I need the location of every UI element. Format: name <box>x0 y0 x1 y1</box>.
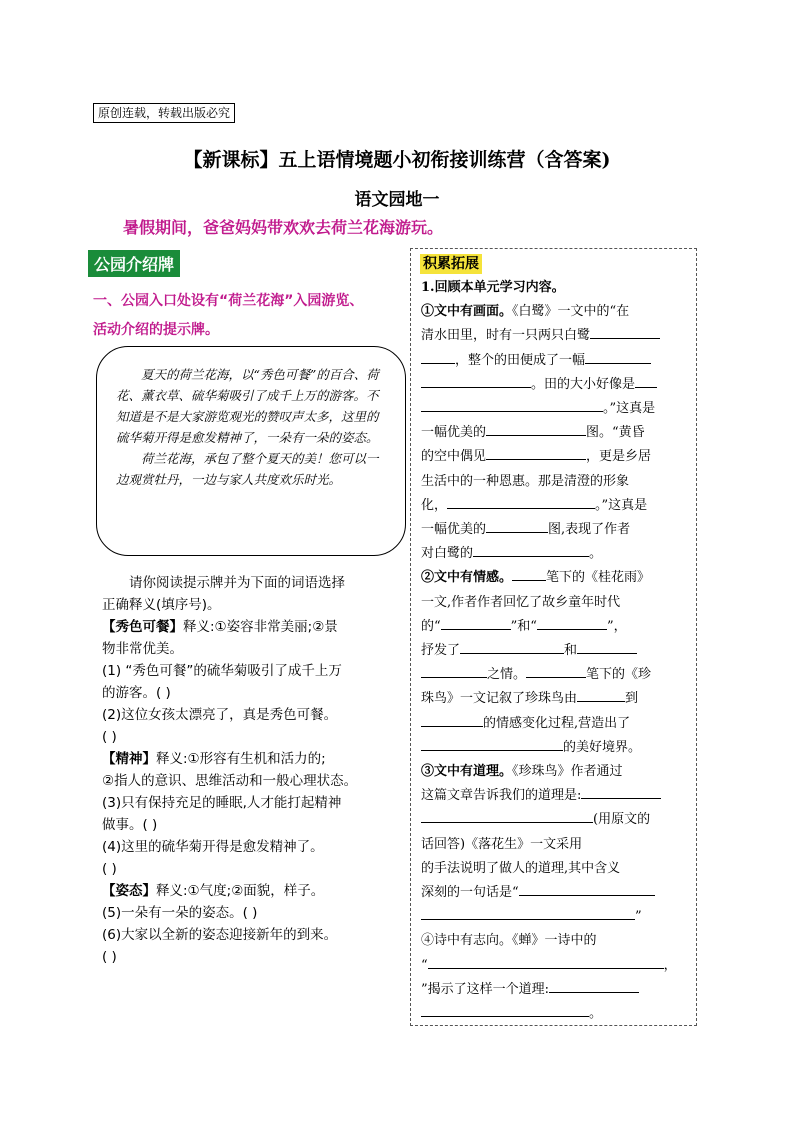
fill-blank[interactable] <box>581 784 661 799</box>
fill-blank[interactable] <box>486 518 548 533</box>
word-definition <box>102 616 402 638</box>
text-line: 一幅优美的 <box>421 522 487 538</box>
question-line: (6)大家以全新的姿态迎接新年的到来。 <box>102 927 338 943</box>
sub-heading: ③文中有道理。 <box>421 764 513 780</box>
sub-heading: ①文中有画面。 <box>421 304 513 320</box>
question-heading-line: 活动介绍的提示牌。 <box>93 322 219 338</box>
exercise-left <box>102 572 402 968</box>
definition-text: ②指人的意识、思维活动和一般心理状态。 <box>102 773 358 789</box>
fill-blank[interactable] <box>421 349 455 364</box>
text-line: 的手法说明了做人的道理,其中含义 <box>421 860 621 876</box>
text-line: 的空中偶见 <box>421 449 487 465</box>
fill-blank[interactable] <box>577 687 625 702</box>
text-line: 之情。 <box>487 667 527 683</box>
fill-blank[interactable] <box>421 663 487 678</box>
extension-content <box>421 276 687 1026</box>
answer-blank[interactable]: 的游客。( ) <box>102 685 171 701</box>
text-line: 和 <box>564 643 578 659</box>
answer-blank[interactable]: (5)一朵有一朵的姿态。( ) <box>102 905 258 921</box>
definition-text: 释义:①姿容非常美丽;②景 <box>183 619 338 635</box>
instruction-line: 正确释义(填序号)。 <box>102 597 221 613</box>
fill-blank[interactable] <box>421 736 563 751</box>
text-line: ”， <box>606 618 627 634</box>
fill-blank[interactable] <box>421 397 603 412</box>
instruction-line: 请你阅读提示牌并为下面的词语选择 <box>129 575 345 591</box>
fill-blank[interactable] <box>441 615 511 630</box>
text-line: 对白鹭的 <box>421 546 474 562</box>
question-heading <box>93 287 413 345</box>
text-line: 。”这真是 <box>603 401 656 417</box>
text-line: 生活中的一种恩惠。那是清澄的形象 <box>421 473 630 489</box>
fill-blank[interactable] <box>512 566 546 581</box>
definition-text: 释义:①气度;②面貌，样子。 <box>156 883 325 899</box>
fill-blank[interactable] <box>519 881 655 896</box>
text-line: 《白鹭》一文中的“在 <box>512 304 630 320</box>
text-line: 珠鸟》一文记叙了珍珠鸟由 <box>421 691 578 707</box>
notice-paragraph: 荷兰花海，承包了整个夏天的美！您可以一边观赏牡丹，一边与家人共度欢乐时光。 <box>116 451 379 487</box>
fill-blank[interactable] <box>421 373 531 388</box>
panel-tag: 积累拓展 <box>420 254 482 274</box>
fill-blank[interactable] <box>577 639 637 654</box>
text-line: 图,表现了作者 <box>548 522 631 538</box>
answer-blank[interactable]: 做事。( ) <box>102 817 158 833</box>
text-line: 一幅优美的 <box>421 425 487 441</box>
question-heading-line: 一、公园入口处设有“荷兰花海”入园游览、 <box>93 293 364 309</box>
fill-blank[interactable] <box>460 639 564 654</box>
answer-blank[interactable]: ( ) <box>102 729 117 745</box>
text-line: 《珍珠鸟》作者通过 <box>512 764 623 780</box>
text-line: ”和“ <box>510 618 537 634</box>
text-line: (用原文的 <box>593 812 651 828</box>
fill-blank[interactable] <box>421 808 593 823</box>
text-line: 深刻的一句话是“ <box>421 885 519 901</box>
definition-text: 物非常优美。 <box>102 641 183 657</box>
definition-text: 释义:①形容有生机和活力的; <box>156 751 326 767</box>
fill-blank[interactable] <box>421 1002 589 1017</box>
text-line: ， <box>663 957 677 973</box>
text-line: 一文,作者作者回忆了故乡童年时代 <box>421 594 621 610</box>
text-line: 到 <box>625 691 639 707</box>
text-line: ④诗中有志向。《蝉》一诗中的 <box>421 933 597 949</box>
fill-blank[interactable] <box>486 445 586 460</box>
text-line: 的“ <box>421 618 441 634</box>
text-line: 的美好境界。 <box>563 739 642 755</box>
word-definition <box>102 748 402 770</box>
question-line: (3)只有保持充足的睡眠,人才能打起精神 <box>102 795 342 811</box>
sub-heading: ②文中有情感。 <box>421 570 513 586</box>
fill-blank[interactable] <box>473 542 589 557</box>
question-line: (1) “秀色可餐”的硫华菊吸引了成千上万 <box>102 663 342 679</box>
text-line: “ <box>421 957 428 973</box>
copyright-stamp: 原创连载，转载出版必究 <box>93 103 235 123</box>
page-title: 【新课标】五上语情境题小初衔接训练营（含答案) <box>183 149 611 171</box>
section-label: 公园介绍牌 <box>88 250 180 277</box>
text-line: 。”这真是 <box>595 497 648 513</box>
notice-paragraph: 夏天的荷兰花海，以“秀色可餐”的百合、荷花、薰衣草、硫华菊吸引了成千上万的游客。不知道是不是大家游览观光的赞叹声太多，这里的硫华菊开得是愈发精神了，一朵有一朵的姿态。 <box>116 367 379 445</box>
text-line: 。田的大小好像是 <box>531 376 636 392</box>
panel-heading: 1.回顾本单元学习内容。 <box>421 280 565 295</box>
fill-blank[interactable] <box>590 324 660 339</box>
text-line: 清水田里，时有一只两只白鹭 <box>421 328 591 344</box>
text-line: ，整个的田便成了一幅 <box>455 352 586 368</box>
text-line: 笔下的《桂花雨》 <box>546 570 651 586</box>
fill-blank[interactable] <box>421 905 635 920</box>
fill-blank[interactable] <box>428 954 664 969</box>
fill-blank[interactable] <box>537 615 607 630</box>
text-line: 这篇文章告诉我们的道理是: <box>421 788 582 804</box>
fill-blank[interactable] <box>486 421 586 436</box>
fill-blank[interactable] <box>421 712 483 727</box>
page-subtitle: 语文园地一 <box>354 190 440 210</box>
text-line: ”揭示了这样一个道理: <box>421 981 550 997</box>
text-line: 笔下的《珍 <box>586 667 652 683</box>
fill-blank[interactable] <box>585 349 651 364</box>
text-line: 。 <box>589 546 603 562</box>
text-line: 话回答)《落花生》一文采用 <box>421 836 583 852</box>
word-definition <box>102 880 402 902</box>
answer-blank[interactable]: ( ) <box>102 949 117 965</box>
answer-blank[interactable]: ( ) <box>102 861 117 877</box>
text-line: 化， <box>421 497 448 513</box>
fill-blank[interactable] <box>447 494 595 509</box>
fill-blank[interactable] <box>635 373 657 388</box>
text-line: 。 <box>589 1006 603 1022</box>
word-term: 【精神】 <box>102 751 156 767</box>
word-term: 【秀色可餐】 <box>102 619 183 635</box>
text-line: 抒发了 <box>421 643 461 659</box>
text-line: 图。“黄昏 <box>586 425 645 441</box>
fill-blank[interactable] <box>549 978 639 993</box>
notice-board-text <box>116 364 386 490</box>
text-line: 的情感变化过程,营造出了 <box>483 715 631 731</box>
question-line: (2)这位女孩太漂亮了，真是秀色可餐。 <box>102 707 338 723</box>
fill-blank[interactable] <box>526 663 586 678</box>
text-line: ，更是乡居 <box>586 449 652 465</box>
question-line: (4)这里的硫华菊开得是愈发精神了。 <box>102 839 324 855</box>
text-line: ” <box>635 909 642 925</box>
word-term: 【姿态】 <box>102 883 156 899</box>
intro-line: 暑假期间，爸爸妈妈带欢欢去荷兰花海游玩。 <box>123 218 444 237</box>
